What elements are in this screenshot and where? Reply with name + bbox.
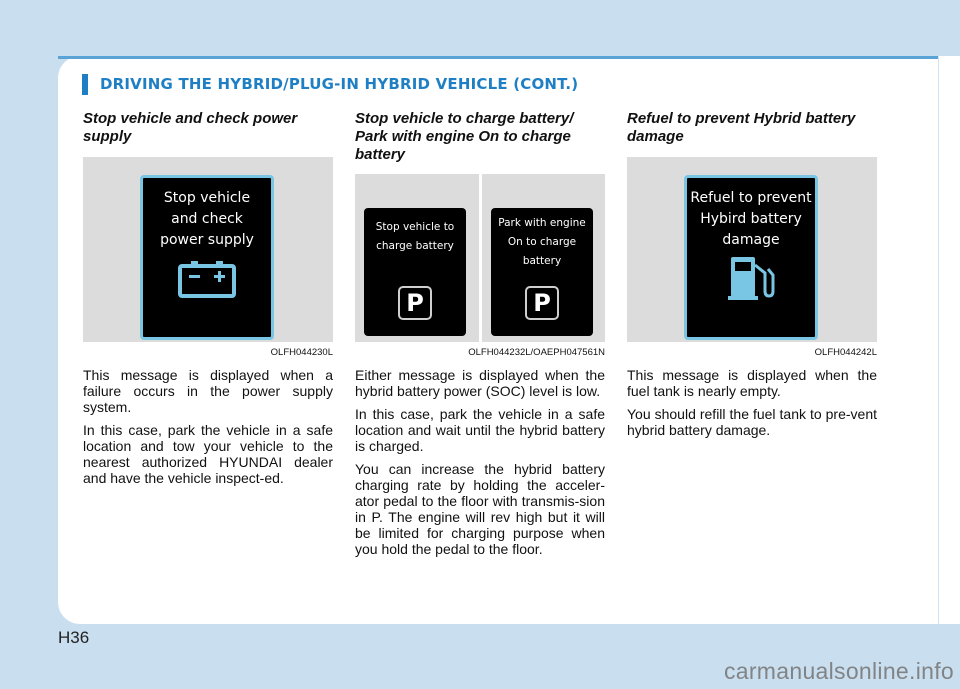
heading-refuel: Refuel to prevent Hybrid battery damage [627,110,856,145]
top-rule [58,56,938,59]
battery-icon [177,259,237,299]
cluster-screen-refuel [684,175,818,340]
screen-line: Hybird battery [700,211,802,227]
page-number: H36 [58,628,90,647]
figure-code: OLFH044232L/OAEPH047561N [468,347,605,358]
screen-line: On to charge [507,236,577,248]
park-gear-indicator: P [398,286,432,320]
figure-divider [479,174,482,342]
watermark: carmanualsonline.info [723,658,954,684]
section-header-bar [82,74,88,95]
fuel-pump-icon [723,253,779,303]
screen-line: charge battery [376,240,454,252]
cluster-screen-stop-charge [364,208,466,336]
cluster-screen-power-supply [140,175,274,340]
section-title: DRIVING THE HYBRID/PLUG-IN HYBRID VEHICLE (CONT.) [100,75,579,93]
paragraph: This message is displayed when a failure occurs in the power supply system. [83,367,333,415]
cluster-screen-park-engine [491,208,593,336]
body-text [355,367,605,557]
paragraph: You can increase the hybrid battery charging rate by holding the acceler-ator pedal to the floor with transmis-sion in P. The engine will rev high but it will be limited for charging purpose when you hold the pedal to the floor. [355,461,605,557]
paragraph: In this case, park the vehicle in a safe location and wait until the hybrid battery is charged. [355,406,605,454]
figure-code: OLFH044230L [270,347,333,358]
paragraph: In this case, park the vehicle in a safe location and tow your vehicle to the nearest authorized HYUNDAI dealer and have the vehicle inspect-ed. [83,422,333,486]
figure-power-supply [83,157,333,342]
park-gear-indicator: P [525,286,559,320]
section-header [82,73,578,95]
paragraph: Either message is displayed when the hybrid battery power (SOC) level is low. [355,367,605,399]
screen-line: power supply [160,232,254,248]
screen-line: Stop vehicle [163,190,251,206]
heading-power-supply: Stop vehicle and check power supply [83,110,298,145]
paragraph: You should refill the fuel tank to pre-vent hybrid battery damage. [627,406,877,438]
screen-line: damage [722,232,780,248]
column-refuel [627,110,877,445]
figure-code: OLFH044242L [814,347,877,358]
paragraph: This message is displayed when the fuel tank is nearly empty. [627,367,877,399]
figure-charge-battery [355,174,605,342]
column-power-supply [83,110,333,493]
screen-line: Park with engine [498,217,586,229]
screen-line: Stop vehicle to [375,221,455,233]
margin-line [938,56,939,624]
heading-charge-battery: Stop vehicle to charge battery/ Park with engine On to charge battery [355,110,574,163]
column-charge-battery [355,110,605,564]
screen-line: Refuel to prevent [690,190,812,206]
screen-line: battery [522,255,562,267]
body-text [627,367,877,438]
screen-line: and check [171,211,243,227]
figure-refuel [627,157,877,342]
body-text [83,367,333,486]
